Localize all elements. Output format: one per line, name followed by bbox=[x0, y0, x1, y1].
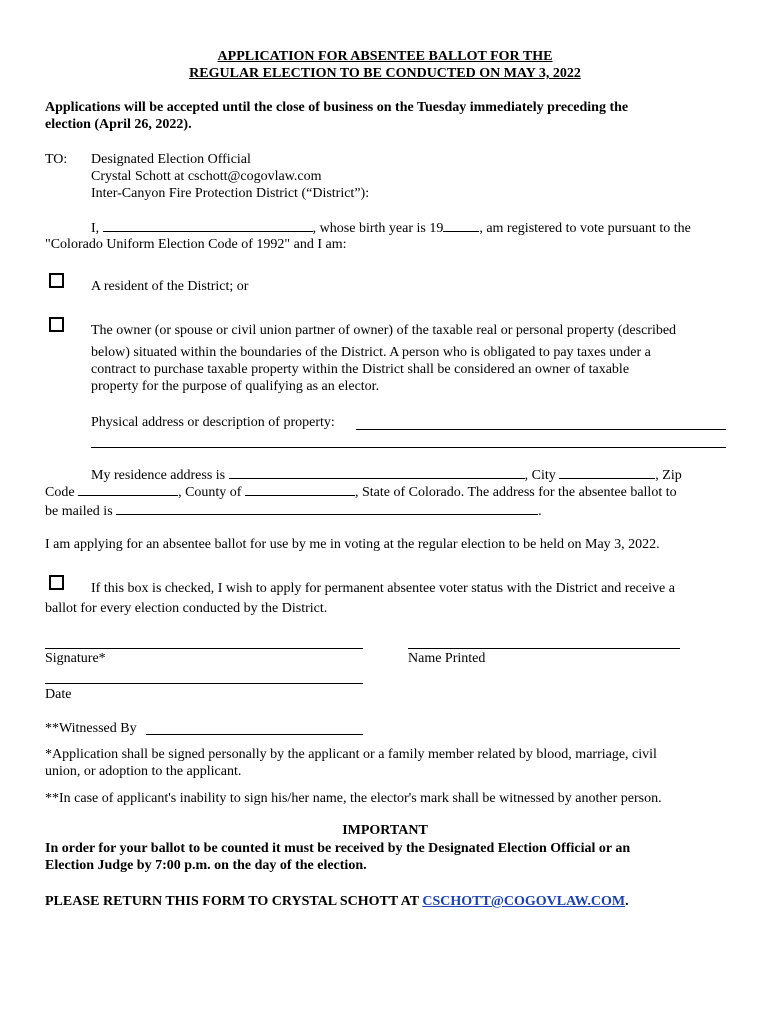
to-line-2: Crystal Schott at cschott@cogovlaw.com bbox=[91, 169, 322, 184]
owner-line-3: contract to purchase taxable property within the District shall be considered an owner of taxable bbox=[91, 362, 630, 377]
important-line-2: Election Judge by 7:00 p.m. on the day of the election. bbox=[45, 858, 367, 873]
residence-line-3 bbox=[45, 502, 542, 520]
owner-line-2: below) situated within the boundaries of the District. A person who is obligated to pay taxes under a bbox=[91, 345, 651, 360]
deadline-line-2: election (April 26, 2022). bbox=[45, 117, 192, 132]
date-line[interactable] bbox=[45, 683, 363, 684]
mailed-period: . bbox=[538, 504, 542, 519]
zip-label: , Zip bbox=[655, 468, 682, 483]
to-line-3: Inter-Canyon Fire Protection District (“District”): bbox=[91, 186, 370, 201]
name-printed-line[interactable] bbox=[408, 648, 680, 649]
mailing-address-blank[interactable] bbox=[116, 502, 538, 515]
applying-statement: I am applying for an absentee ballot for use by me in voting at the regular election to be held on May 3, 2022. bbox=[45, 537, 660, 552]
property-label: Physical address or description of property: bbox=[91, 415, 335, 430]
witnessed-by-line[interactable] bbox=[146, 734, 363, 735]
return-text: PLEASE RETURN THIS FORM TO CRYSTAL SCHOTT AT bbox=[45, 894, 423, 909]
residence-line-2 bbox=[45, 483, 677, 501]
signature-line[interactable] bbox=[45, 648, 363, 649]
to-line-1: Designated Election Official bbox=[91, 152, 251, 167]
declaration-line-2: "Colorado Uniform Election Code of 1992" and I am: bbox=[45, 237, 347, 252]
declaration-birth: , whose birth year is 19 bbox=[312, 221, 444, 236]
resident-option-label: A resident of the District; or bbox=[91, 279, 249, 294]
declaration-line-1 bbox=[91, 219, 691, 237]
date-label: Date bbox=[45, 687, 72, 702]
title-line-1: APPLICATION FOR ABSENTEE BALLOT FOR THE bbox=[217, 49, 553, 64]
county-label: , County of bbox=[178, 485, 242, 500]
county-blank[interactable] bbox=[245, 483, 355, 496]
important-line-1: In order for your ballot to be counted it must be received by the Designated Election Official or an bbox=[45, 841, 631, 856]
declaration-i: I, bbox=[91, 221, 100, 236]
name-printed-label: Name Printed bbox=[408, 651, 486, 666]
property-line-2[interactable] bbox=[91, 447, 726, 448]
owner-checkbox[interactable] bbox=[49, 317, 64, 332]
owner-line-1: The owner (or spouse or civil union partner of owner) of the taxable real or personal property (described bbox=[91, 323, 677, 338]
note-1-line-2: union, or adoption to the applicant. bbox=[45, 764, 242, 779]
residence-address-blank[interactable] bbox=[229, 466, 525, 479]
resident-checkbox[interactable] bbox=[49, 273, 64, 288]
city-label: , City bbox=[524, 468, 556, 483]
code-label: Code bbox=[45, 485, 75, 500]
state-text: , State of Colorado. The address for the absentee ballot to bbox=[354, 485, 677, 500]
to-label: TO: bbox=[45, 152, 68, 167]
return-email-link[interactable]: CSCHOTT@COGOVLAW.COM bbox=[422, 894, 626, 909]
return-instruction bbox=[45, 893, 629, 910]
permanent-line-1: If this box is checked, I wish to apply for permanent absentee voter status with the District and receive a bbox=[91, 581, 675, 596]
birth-year-blank[interactable] bbox=[443, 219, 479, 232]
city-blank[interactable] bbox=[559, 466, 655, 479]
residence-line-1 bbox=[91, 466, 682, 484]
title-line-2: REGULAR ELECTION TO BE CONDUCTED ON MAY 3, 2022 bbox=[189, 66, 581, 81]
note-2: **In case of applicant's inability to sign his/her name, the elector's mark shall be witnessed by another person. bbox=[45, 791, 662, 806]
name-blank[interactable] bbox=[103, 219, 313, 232]
owner-line-4: property for the purpose of qualifying as an elector. bbox=[91, 379, 380, 394]
residence-label: My residence address is bbox=[91, 468, 226, 483]
witnessed-by-label: **Witnessed By bbox=[45, 721, 137, 736]
mailed-label: be mailed is bbox=[45, 504, 113, 519]
deadline-line-1: Applications will be accepted until the close of business on the Tuesday immediately preceding the bbox=[45, 100, 629, 115]
important-heading: IMPORTANT bbox=[342, 823, 428, 838]
declaration-registered: , am registered to vote pursuant to the bbox=[479, 221, 691, 236]
return-period: . bbox=[625, 894, 629, 909]
zip-code-blank[interactable] bbox=[78, 483, 178, 496]
signature-label: Signature* bbox=[45, 651, 106, 666]
permanent-line-2: ballot for every election conducted by the District. bbox=[45, 601, 328, 616]
note-1-line-1: *Application shall be signed personally by the applicant or a family member related by blood, marriage, civil bbox=[45, 747, 657, 762]
property-line-1[interactable] bbox=[356, 429, 726, 430]
permanent-checkbox[interactable] bbox=[49, 575, 64, 590]
